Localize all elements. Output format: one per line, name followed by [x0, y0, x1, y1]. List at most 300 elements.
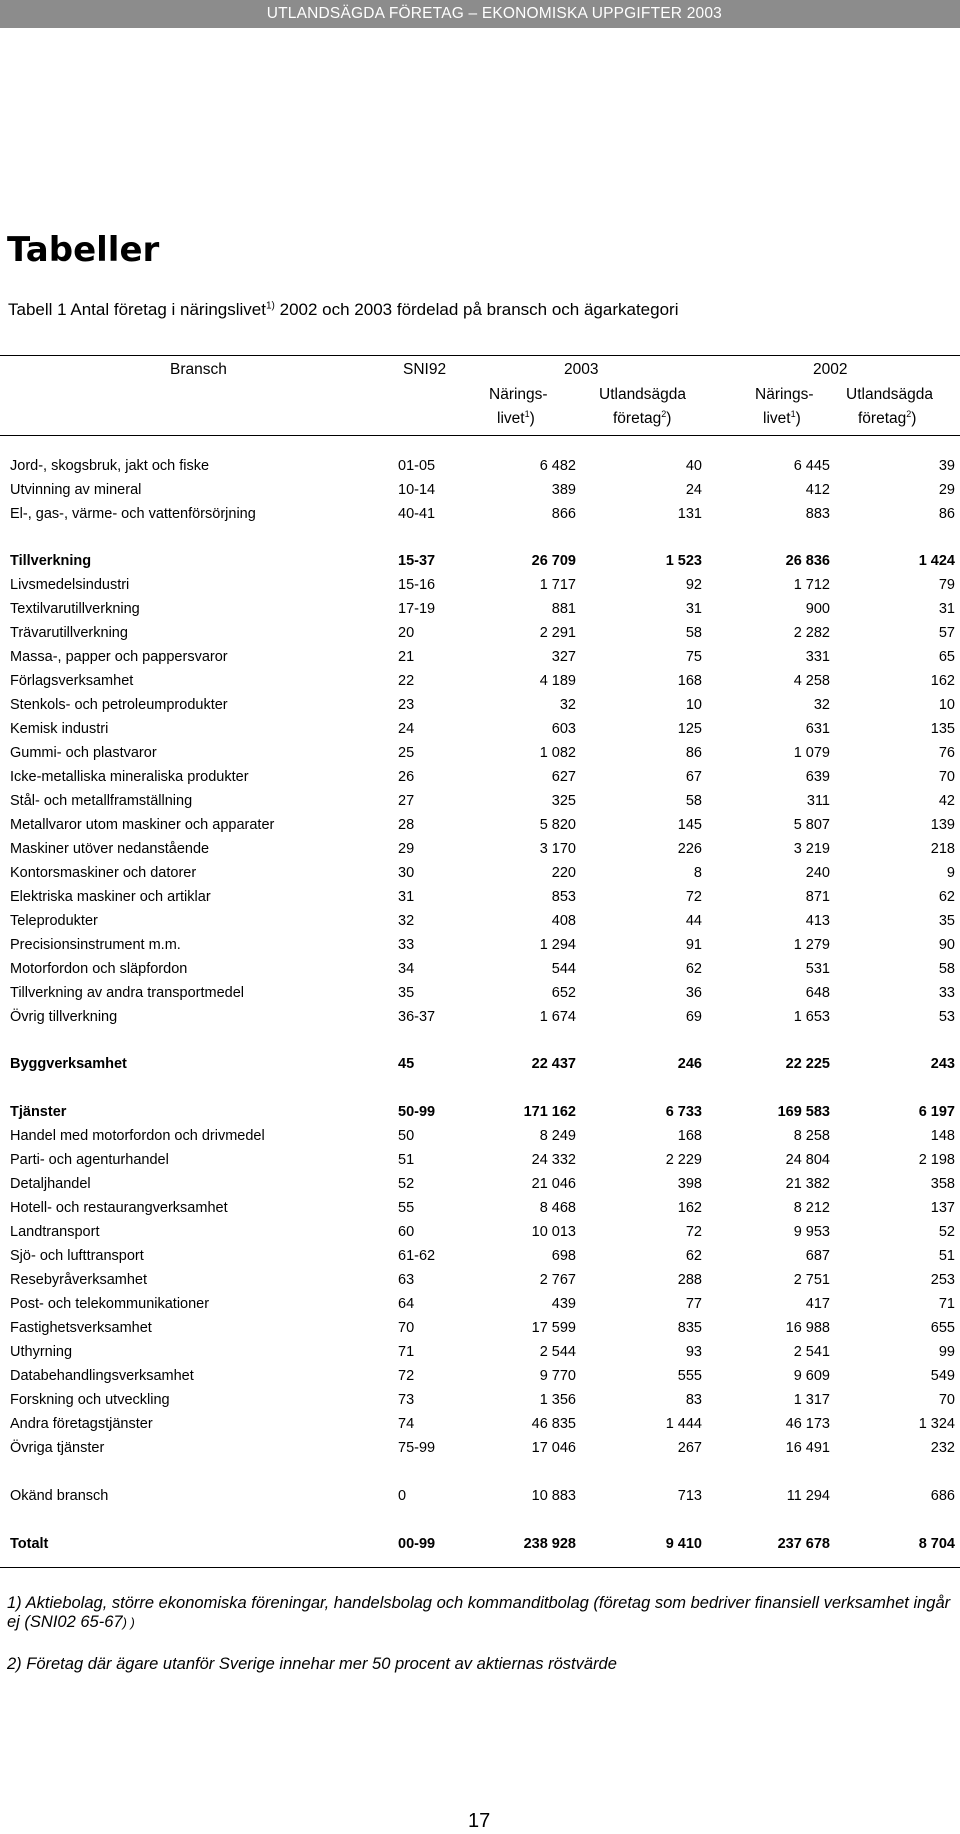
cell-bransch: Post- och telekommunikationer: [10, 1296, 210, 1312]
section-heading: Tabeller: [7, 230, 160, 270]
cell-utl-2002: 90: [938, 937, 955, 953]
cell-naring-2002: 11 294: [786, 1488, 830, 1504]
cell-naring-2003: 24 332: [531, 1152, 576, 1168]
subheader-utl-2003-l1: Utlandsägda: [599, 386, 687, 403]
table-row: [0, 889, 960, 911]
cell-utl-2002: 8 704: [918, 1536, 955, 1552]
cell-naring-2002: 2 282: [793, 625, 830, 641]
table-bottom-rule: [0, 1567, 960, 1568]
cell-sni: 01-05: [398, 458, 436, 474]
cell-bransch: Uthyrning: [10, 1344, 73, 1360]
table-row: [0, 1248, 960, 1270]
cell-utl-2002: 6 197: [918, 1104, 955, 1120]
cell-naring-2003: 238 928: [523, 1536, 576, 1552]
table-row: [0, 553, 960, 575]
cell-utl-2002: 79: [938, 577, 955, 593]
cell-utl-2003: 267: [677, 1440, 702, 1456]
cell-sni: 28: [398, 817, 415, 833]
cell-naring-2002: 26 836: [785, 553, 830, 569]
cell-bransch: Teleprodukter: [10, 913, 98, 929]
cell-naring-2002: 2 751: [793, 1272, 830, 1288]
cell-bransch: Forskning och utveckling: [10, 1392, 170, 1408]
cell-utl-2003: 40: [685, 458, 702, 474]
subheader-utl-2002-l2: företag$^2$): [858, 409, 917, 428]
cell-utl-2003: 77: [685, 1296, 702, 1312]
cell-sni: 60: [398, 1224, 415, 1240]
col-header-year-2003: 2003: [564, 361, 599, 378]
table-row: [0, 1536, 960, 1558]
cell-utl-2002: 65: [938, 649, 955, 665]
cell-sni: 35: [398, 985, 415, 1001]
table-row: [0, 1368, 960, 1390]
cell-utl-2003: 72: [685, 1224, 702, 1240]
table-row: [0, 1152, 960, 1174]
cell-utl-2003: 31: [685, 601, 702, 617]
cell-naring-2002: 631: [805, 721, 830, 737]
cell-bransch: Maskiner utöver nedanstående: [10, 841, 210, 857]
table-row: [0, 649, 960, 671]
cell-bransch: Icke-metalliska mineraliska produkter: [10, 769, 249, 785]
table-header-rule: [0, 435, 960, 436]
cell-naring-2003: 327: [551, 649, 576, 665]
cell-bransch: Resebyråverksamhet: [10, 1272, 147, 1288]
cell-sni: 15-37: [398, 553, 436, 569]
cell-sni: 52: [398, 1176, 415, 1192]
table-row: [0, 625, 960, 647]
cell-utl-2002: 655: [930, 1320, 955, 1336]
cell-utl-2003: 835: [677, 1320, 702, 1336]
cell-utl-2003: 67: [685, 769, 702, 785]
cell-naring-2002: 413: [805, 913, 830, 929]
cell-naring-2002: 22 225: [785, 1056, 830, 1072]
col-header-year-2002: 2002: [813, 361, 848, 378]
cell-sni: 10-14: [398, 482, 436, 498]
cell-utl-2002: 39: [938, 458, 955, 474]
cell-bransch: Detaljhandel: [10, 1176, 91, 1192]
cell-utl-2002: 76: [938, 745, 955, 761]
subheader-naring-2002-l2: livet$^1$): [763, 409, 801, 428]
cell-utl-2003: 93: [685, 1344, 702, 1360]
cell-utl-2002: 35: [938, 913, 955, 929]
cell-naring-2003: 22 437: [531, 1056, 576, 1072]
cell-naring-2003: 171 162: [523, 1104, 576, 1120]
cell-utl-2003: 10: [685, 697, 702, 713]
cell-sni: 64: [398, 1296, 415, 1312]
cell-naring-2002: 46 173: [785, 1416, 830, 1432]
cell-utl-2003: 162: [677, 1200, 702, 1216]
cell-utl-2003: 713: [677, 1488, 702, 1504]
table-row: [0, 506, 960, 528]
cell-bransch: Hotell- och restaurangverksamhet: [10, 1200, 228, 1216]
cell-sni: 75-99: [398, 1440, 436, 1456]
cell-utl-2003: 58: [685, 793, 702, 809]
table-row: [0, 841, 960, 863]
table-row: [0, 745, 960, 767]
cell-naring-2002: 331: [805, 649, 830, 665]
cell-naring-2003: 439: [551, 1296, 576, 1312]
cell-utl-2002: 57: [938, 625, 955, 641]
cell-sni: 29: [398, 841, 415, 857]
cell-utl-2002: 232: [930, 1440, 955, 1456]
table-row: [0, 1488, 960, 1510]
cell-bransch: Motorfordon och släpfordon: [10, 961, 188, 977]
cell-naring-2003: 46 835: [531, 1416, 576, 1432]
cell-naring-2002: 240: [805, 865, 830, 881]
cell-utl-2002: 1 424: [918, 553, 955, 569]
table-row: [0, 1009, 960, 1031]
cell-naring-2003: 325: [551, 793, 576, 809]
table-row: [0, 673, 960, 695]
cell-naring-2002: 1 653: [793, 1009, 830, 1025]
table-row: [0, 1272, 960, 1294]
cell-utl-2003: 2 229: [665, 1152, 702, 1168]
table-row: [0, 482, 960, 504]
cell-bransch: Handel med motorfordon och drivmedel: [10, 1128, 265, 1144]
cell-bransch: Tillverkning: [10, 553, 92, 569]
table-row: [0, 793, 960, 815]
cell-utl-2003: 8: [693, 865, 702, 881]
cell-naring-2003: 544: [551, 961, 576, 977]
cell-sni: 61-62: [398, 1248, 436, 1264]
table-top-rule: [0, 355, 960, 356]
cell-utl-2003: 398: [677, 1176, 702, 1192]
cell-bransch: Stål- och metallframställning: [10, 793, 193, 809]
cell-naring-2002: 1 712: [793, 577, 830, 593]
cell-sni: 00-99: [398, 1536, 436, 1552]
cell-utl-2002: 2 198: [918, 1152, 955, 1168]
cell-utl-2003: 168: [677, 1128, 702, 1144]
cell-bransch: Precisionsinstrument m.m.: [10, 937, 181, 953]
cell-utl-2003: 75: [685, 649, 702, 665]
cell-utl-2003: 91: [685, 937, 702, 953]
cell-utl-2002: 10: [938, 697, 955, 713]
cell-naring-2002: 8 258: [793, 1128, 830, 1144]
cell-utl-2002: 51: [938, 1248, 955, 1264]
cell-utl-2002: 253: [930, 1272, 955, 1288]
cell-naring-2003: 627: [551, 769, 576, 785]
cell-naring-2002: 1 279: [793, 937, 830, 953]
cell-utl-2002: 243: [930, 1056, 955, 1072]
cell-utl-2003: 62: [685, 1248, 702, 1264]
cell-naring-2002: 3 219: [793, 841, 830, 857]
table-row: [0, 1056, 960, 1078]
cell-naring-2003: 4 189: [539, 673, 576, 689]
cell-sni: 70: [398, 1320, 415, 1336]
table-row: [0, 1128, 960, 1150]
cell-naring-2002: 237 678: [777, 1536, 830, 1552]
cell-utl-2003: 226: [677, 841, 702, 857]
table-row: [0, 1416, 960, 1438]
cell-utl-2003: 83: [685, 1392, 702, 1408]
page-header-title: UTLANDSÄGDA FÖRETAG – EKONOMISKA UPPGIFTER 2003: [266, 5, 722, 22]
cell-utl-2002: 9: [946, 865, 955, 881]
cell-sni: 51: [398, 1152, 415, 1168]
cell-utl-2003: 69: [685, 1009, 702, 1025]
cell-bransch: Stenkols- och petroleumprodukter: [10, 697, 228, 713]
cell-sni: 45: [398, 1056, 415, 1072]
cell-utl-2003: 9 410: [665, 1536, 702, 1552]
cell-bransch: Byggverksamhet: [10, 1056, 127, 1072]
col-header-sni: SNI92: [403, 361, 447, 378]
cell-bransch: Landtransport: [10, 1224, 100, 1240]
cell-utl-2002: 86: [938, 506, 955, 522]
cell-naring-2002: 169 583: [777, 1104, 830, 1120]
cell-bransch: Utvinning av mineral: [10, 482, 142, 498]
cell-bransch: Databehandlingsverksamhet: [10, 1368, 194, 1384]
cell-naring-2003: 652: [551, 985, 576, 1001]
cell-bransch: Kontorsmaskiner och datorer: [10, 865, 197, 881]
table-row: [0, 697, 960, 719]
table-row: [0, 769, 960, 791]
subheader-utl-2003-l2: företag$^2$): [613, 409, 672, 428]
cell-naring-2003: 26 709: [531, 553, 576, 569]
cell-bransch: Trävarutillverkning: [10, 625, 128, 641]
table-row: [0, 721, 960, 743]
cell-utl-2002: 70: [938, 1392, 955, 1408]
cell-naring-2002: 8 212: [793, 1200, 830, 1216]
table-row: [0, 577, 960, 599]
subheader-naring-2003-l1: Närings-: [489, 386, 548, 403]
table-row: [0, 1440, 960, 1462]
cell-sni: 23: [398, 697, 415, 713]
cell-sni: 24: [398, 721, 415, 737]
cell-bransch: Tillverkning av andra transportmedel: [10, 985, 244, 1001]
cell-bransch: Andra företagstjänster: [10, 1416, 153, 1432]
table-row: [0, 1200, 960, 1222]
cell-sni: 32: [398, 913, 415, 929]
cell-sni: 15-16: [398, 577, 436, 593]
cell-naring-2003: 1 082: [539, 745, 576, 761]
cell-naring-2002: 24 804: [785, 1152, 830, 1168]
cell-sni: 72: [398, 1368, 415, 1384]
page-header-bar: [0, 0, 960, 28]
cell-utl-2002: 686: [930, 1488, 955, 1504]
cell-naring-2003: 17 046: [531, 1440, 576, 1456]
cell-naring-2003: 698: [551, 1248, 576, 1264]
cell-utl-2002: 218: [930, 841, 955, 857]
table-row: [0, 817, 960, 839]
cell-bransch: Övrig tillverkning: [10, 1009, 118, 1025]
subheader-naring-2002-l1: Närings-: [755, 386, 814, 403]
cell-naring-2003: 9 770: [539, 1368, 576, 1384]
footnote-2: 2) Företag där ägare utanför Sverige innehar mer 50 procent av aktiernas röstvärde: [7, 1655, 617, 1673]
cell-naring-2003: 2 544: [539, 1344, 576, 1360]
cell-naring-2003: 21 046: [531, 1176, 576, 1192]
caption-footnote-ref: 1): [266, 300, 275, 312]
cell-sni: 25: [398, 745, 415, 761]
cell-utl-2003: 168: [677, 673, 702, 689]
table-row: [0, 1344, 960, 1366]
cell-utl-2003: 125: [677, 721, 702, 737]
cell-naring-2003: 32: [559, 697, 576, 713]
cell-sni: 17-19: [398, 601, 436, 617]
cell-utl-2002: 148: [930, 1128, 955, 1144]
cell-utl-2002: 135: [930, 721, 955, 737]
cell-naring-2002: 531: [805, 961, 830, 977]
cell-utl-2002: 71: [938, 1296, 955, 1312]
cell-sni: 74: [398, 1416, 415, 1432]
cell-naring-2003: 10 013: [531, 1224, 576, 1240]
subheader-naring-2003-l2: livet$^1$): [497, 409, 535, 428]
cell-bransch: Gummi- och plastvaror: [10, 745, 157, 761]
cell-utl-2002: 1 324: [918, 1416, 955, 1432]
cell-sni: 0: [398, 1488, 407, 1504]
cell-naring-2002: 6 445: [793, 458, 830, 474]
cell-sni: 71: [398, 1344, 415, 1360]
cell-utl-2003: 246: [677, 1056, 702, 1072]
cell-bransch: Kemisk industri: [10, 721, 109, 737]
caption-text-end: 2002 och 2003 fördelad på bransch och ägarkategori: [274, 300, 679, 319]
cell-naring-2002: 648: [805, 985, 830, 1001]
table-row: [0, 1392, 960, 1414]
table-row: [0, 1176, 960, 1198]
cell-sni: 33: [398, 937, 415, 953]
cell-utl-2003: 145: [677, 817, 702, 833]
cell-bransch: Förlagsverksamhet: [10, 673, 134, 689]
cell-utl-2003: 58: [685, 625, 702, 641]
table-row: [0, 1104, 960, 1126]
cell-naring-2002: 311: [806, 793, 830, 809]
cell-bransch: Okänd bransch: [10, 1488, 109, 1504]
cell-naring-2003: 6 482: [539, 458, 576, 474]
cell-naring-2003: 408: [551, 913, 576, 929]
cell-sni: 27: [398, 793, 415, 809]
cell-utl-2003: 24: [685, 482, 702, 498]
cell-utl-2002: 52: [938, 1224, 955, 1240]
cell-utl-2003: 6 733: [665, 1104, 702, 1120]
cell-bransch: Övriga tjänster: [10, 1440, 105, 1456]
cell-naring-2003: 2 767: [539, 1272, 576, 1288]
cell-naring-2003: 1 356: [539, 1392, 576, 1408]
cell-naring-2003: 603: [551, 721, 576, 737]
cell-bransch: Fastighetsverksamhet: [10, 1320, 152, 1336]
table-row: [0, 1224, 960, 1246]
cell-utl-2003: 288: [677, 1272, 702, 1288]
cell-bransch: Parti- och agenturhandel: [10, 1152, 169, 1168]
cell-utl-2003: 86: [685, 745, 702, 761]
cell-bransch: Metallvaror utom maskiner och apparater: [10, 817, 275, 833]
cell-utl-2002: 549: [930, 1368, 955, 1384]
cell-naring-2002: 2 541: [793, 1344, 830, 1360]
cell-sni: 63: [398, 1272, 415, 1288]
cell-utl-2003: 62: [685, 961, 702, 977]
cell-naring-2002: 871: [805, 889, 830, 905]
cell-utl-2002: 29: [938, 482, 955, 498]
cell-naring-2002: 9 953: [793, 1224, 830, 1240]
table-row: [0, 961, 960, 983]
cell-naring-2002: 412: [805, 482, 830, 498]
cell-sni: 30: [398, 865, 415, 881]
cell-utl-2003: 36: [685, 985, 702, 1001]
cell-utl-2002: 42: [938, 793, 955, 809]
table-row: [0, 458, 960, 480]
cell-naring-2003: 8 468: [539, 1200, 576, 1216]
cell-naring-2002: 16 988: [785, 1320, 830, 1336]
cell-utl-2002: 58: [938, 961, 955, 977]
cell-bransch: El-, gas-, värme- och vattenförsörjning: [10, 506, 256, 522]
cell-utl-2002: 33: [938, 985, 955, 1001]
cell-naring-2003: 2 291: [539, 625, 576, 641]
cell-naring-2003: 389: [551, 482, 576, 498]
cell-naring-2002: 9 609: [793, 1368, 830, 1384]
cell-naring-2002: 687: [805, 1248, 830, 1264]
cell-naring-2003: 866: [551, 506, 576, 522]
caption-text: Tabell 1 Antal företag i näringslivet: [8, 300, 266, 319]
col-header-bransch: Bransch: [170, 361, 227, 378]
table-row: [0, 865, 960, 887]
cell-naring-2003: 1 674: [539, 1009, 576, 1025]
cell-naring-2002: 4 258: [793, 673, 830, 689]
cell-utl-2003: 92: [685, 577, 702, 593]
table-caption: [8, 300, 678, 320]
cell-sni: 50-99: [398, 1104, 436, 1120]
cell-sni: 31: [398, 889, 415, 905]
cell-utl-2002: 70: [938, 769, 955, 785]
cell-sni: 50: [398, 1128, 415, 1144]
cell-utl-2003: 44: [685, 913, 702, 929]
cell-utl-2003: 1 523: [665, 553, 702, 569]
cell-naring-2002: 1 317: [793, 1392, 830, 1408]
cell-naring-2002: 417: [805, 1296, 830, 1312]
cell-naring-2003: 853: [551, 889, 576, 905]
cell-naring-2003: 5 820: [539, 817, 576, 833]
cell-sni: 36-37: [398, 1009, 436, 1025]
cell-bransch: Livsmedelsindustri: [10, 577, 130, 593]
cell-bransch: Massa-, papper och pappersvaror: [10, 649, 228, 665]
cell-bransch: Textilvarutillverkning: [10, 601, 140, 617]
cell-utl-2003: 555: [677, 1368, 702, 1384]
table-row: [0, 937, 960, 959]
subheader-utl-2002-l1: Utlandsägda: [846, 386, 934, 403]
cell-utl-2002: 137: [930, 1200, 955, 1216]
cell-naring-2003: 17 599: [531, 1320, 576, 1336]
cell-naring-2003: 10 883: [531, 1488, 576, 1504]
cell-naring-2003: 1 294: [539, 937, 576, 953]
cell-naring-2002: 883: [805, 506, 830, 522]
cell-naring-2002: 900: [805, 601, 830, 617]
cell-bransch: Totalt: [10, 1536, 49, 1552]
cell-bransch: Tjänster: [10, 1104, 67, 1120]
footnote-1: 1) Aktiebolag, större ekonomiska föreningar, handelsbolag och kommanditbolag (företag som bedriver finansiell verksamhet ingår ej (SNI02 65-67) ): [7, 1594, 951, 1631]
cell-naring-2003: 220: [551, 865, 576, 881]
cell-naring-2003: 1 717: [539, 577, 576, 593]
cell-sni: 55: [398, 1200, 415, 1216]
cell-sni: 22: [398, 673, 415, 689]
cell-naring-2002: 1 079: [793, 745, 830, 761]
cell-utl-2002: 358: [930, 1176, 955, 1192]
cell-utl-2002: 99: [938, 1344, 955, 1360]
cell-bransch: Sjö- och lufttransport: [10, 1248, 144, 1264]
table-row: [0, 1320, 960, 1342]
cell-utl-2003: 1 444: [665, 1416, 702, 1432]
cell-sni: 21: [398, 649, 415, 665]
cell-utl-2002: 53: [938, 1009, 955, 1025]
table-row: [0, 601, 960, 623]
cell-naring-2002: 32: [813, 697, 830, 713]
cell-naring-2002: 16 491: [785, 1440, 830, 1456]
cell-utl-2003: 72: [685, 889, 702, 905]
cell-naring-2002: 21 382: [785, 1176, 830, 1192]
cell-sni: 40-41: [398, 506, 436, 522]
cell-utl-2002: 139: [930, 817, 955, 833]
cell-bransch: Elektriska maskiner och artiklar: [10, 889, 211, 905]
cell-sni: 34: [398, 961, 415, 977]
cell-sni: 20: [398, 625, 415, 641]
cell-utl-2002: 162: [930, 673, 955, 689]
table-row: [0, 913, 960, 935]
cell-naring-2003: 8 249: [539, 1128, 576, 1144]
cell-utl-2003: 131: [677, 506, 702, 522]
